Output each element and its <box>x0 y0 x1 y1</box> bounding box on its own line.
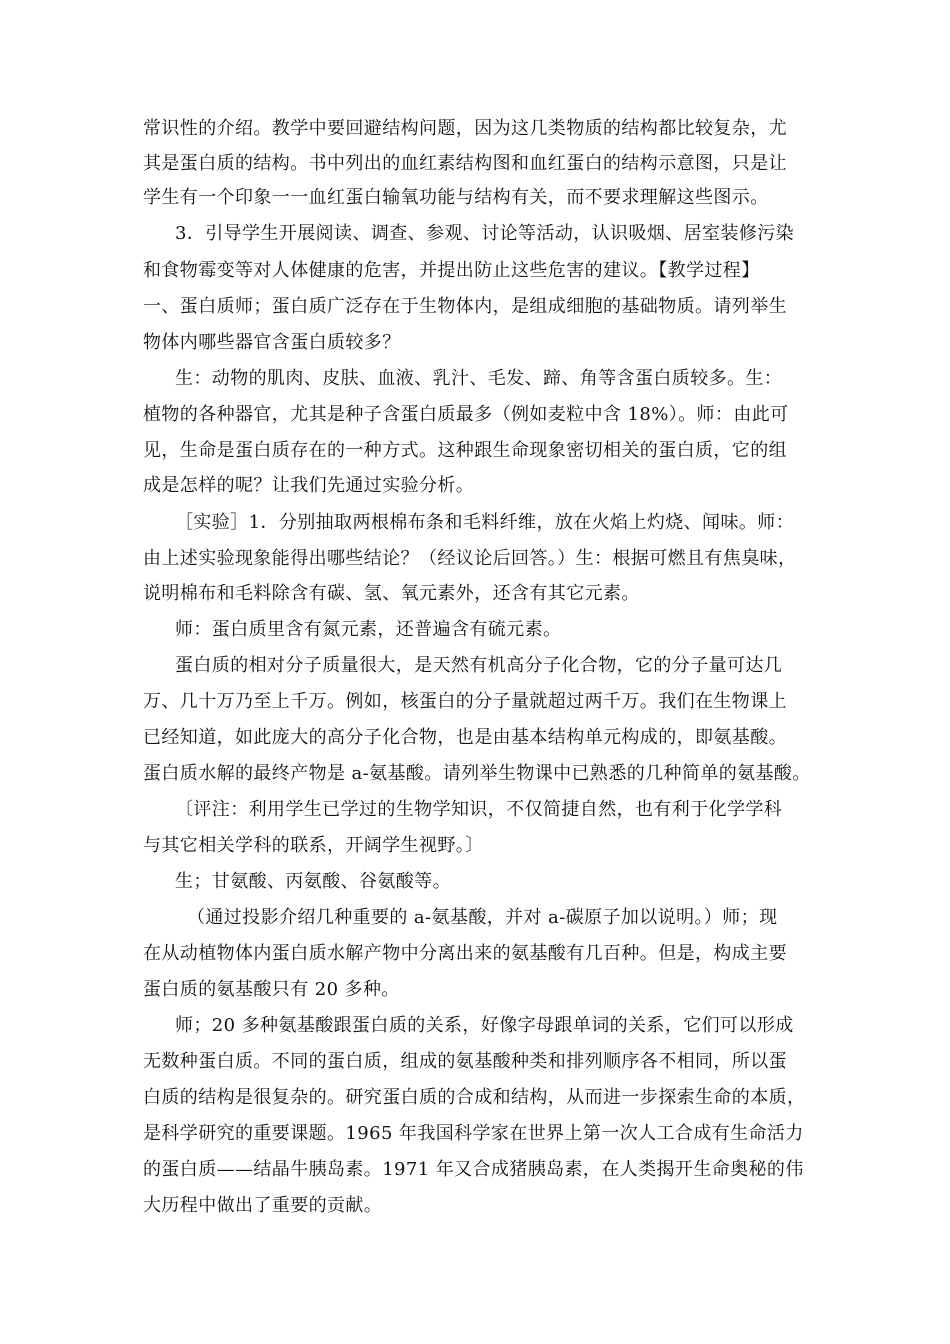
text-line: 植物的各种器官，尤其是种子含蛋白质最多（例如麦粒中含 18%）。师：由此可 <box>143 404 789 425</box>
text-line: 蛋白质的氨基酸只有 20 多种。 <box>143 979 400 1000</box>
text-line: 和食物霉变等对人体健康的危害，并提出防止这些危害的建议。【教学过程】 <box>143 260 760 281</box>
text-line: 常识性的介绍。教学中要回避结构问题，因为这几类物质的结构都比较复杂，尤 <box>143 118 787 139</box>
text-line: 师；20 多种氨基酸跟蛋白质的关系，好像字母跟单词的关系，它们可以形成 <box>175 1015 794 1036</box>
text-line: 与其它相关学科的联系，开阔学生视野。〕 <box>143 835 484 856</box>
text-line: 已经知道，如此庞大的高分子化合物，也是由基本结构单元构成的，即氨基酸。 <box>143 727 787 748</box>
text-line: 一、蛋白质师；蛋白质广泛存在于生物体内，是组成细胞的基础物质。请列举生 <box>143 296 787 317</box>
text-line: 成是怎样的呢？让我们先通过实验分析。 <box>143 475 475 496</box>
text-line: 说明棉布和毛料除含有碳、氢、氧元素外，还含有其它元素。 <box>143 583 640 604</box>
text-line: 的蛋白质——结晶牛胰岛素。1971 年又合成猪胰岛素，在人类揭开生命奥秘的伟 <box>143 1159 804 1180</box>
text-line: 其是蛋白质的结构。书中列出的血红素结构图和血红蛋白的结构示意图，只是让 <box>143 153 787 174</box>
text-line: 蛋白质水解的最终产物是 a-氨基酸。请列举生物课中已熟悉的几种简单的氨基酸。 <box>143 763 811 784</box>
text-line: 3．引导学生开展阅读、调查、参观、讨论等活动，认识吸烟、居室装修污染 <box>175 223 795 244</box>
text-line: 白质的结构是很复杂的。研究蛋白质的合成和结构，从而进一步探索生命的本质， <box>143 1087 806 1108</box>
text-line: 学生有一个印象一一血红蛋白输氧功能与结构有关，而不要求理解这些图示。 <box>143 187 769 208</box>
text-line: ［实验］1．分别抽取两根棉布条和毛料纤维，放在火焰上灼烧、闻味。师： <box>175 512 795 533</box>
text-line: （通过投影介绍几种重要的 a-氨基酸，并对 a-碳原子加以说明。）师；现 <box>187 907 778 928</box>
text-line: 生；甘氨酸、丙氨酸、谷氨酸等。 <box>175 871 451 892</box>
text-line: 物体内哪些器官含蛋白质较多？ <box>143 332 401 353</box>
text-line: 见，生命是蛋白质存在的一种方式。这种跟生命现象密切相关的蛋白质，它的组 <box>143 440 787 461</box>
text-line: 师：蛋白质里含有氮元素，还普遍含有硫元素。 <box>175 619 562 640</box>
text-line: 由上述实验现象能得出哪些结论？（经议论后回答。）生：根据可燃且有焦臭味， <box>143 548 797 569</box>
text-line: 无数种蛋白质。不同的蛋白质，组成的氨基酸种类和排列顺序各不相同，所以蛋 <box>143 1051 787 1072</box>
text-line: 大历程中做出了重要的贡献。 <box>143 1195 383 1216</box>
text-line: 〔评注：利用学生已学过的生物学知识，不仅简捷自然，也有利于化学学科 <box>175 799 783 820</box>
text-line: 是科学研究的重要课题。1965 年我国科学家在世界上第一次人工合成有生命活力 <box>143 1123 804 1144</box>
text-line: 蛋白质的相对分子质量很大，是天然有机高分子化合物，它的分子量可达几 <box>175 655 783 676</box>
text-line: 万、几十万乃至上千万。例如，核蛋白的分子量就超过两千万。我们在生物课上 <box>143 691 787 712</box>
text-line: 在从动植物体内蛋白质水解产物中分离出来的氨基酸有几百种。但是，构成主要 <box>143 943 787 964</box>
text-line: 生：动物的肌肉、皮肤、血液、乳汁、毛发、蹄、角等含蛋白质较多。生： <box>175 368 783 389</box>
